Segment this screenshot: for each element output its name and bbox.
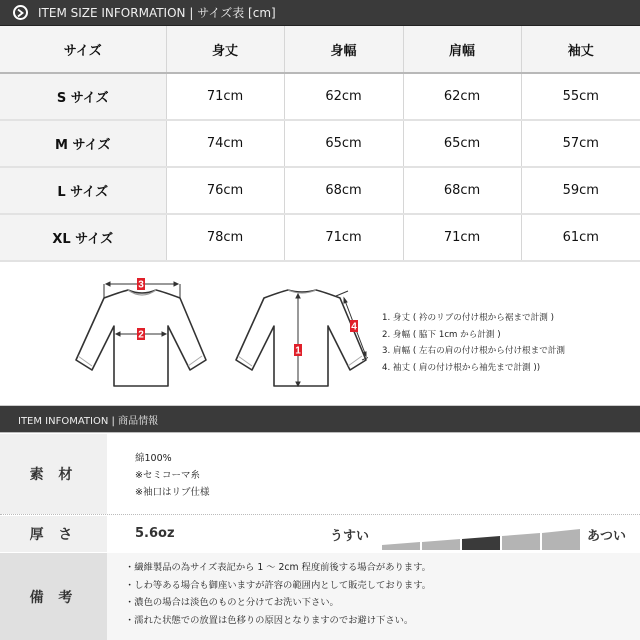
table-cell: 68cm — [403, 167, 521, 214]
table-cell: 62cm — [403, 73, 521, 120]
table-row — [0, 167, 640, 214]
svg-text:2: 2 — [138, 329, 144, 341]
table-row — [0, 214, 640, 261]
table-cell: 65cm — [284, 120, 403, 167]
legend-item: 4. 袖丈 ( 肩の付け根から袖先まで計測 )) — [382, 362, 541, 373]
shirt-diagram-icon — [48, 276, 368, 396]
table-cell: 59cm — [521, 167, 640, 214]
notes-content — [107, 553, 640, 640]
legend-item: 1. 身丈 ( 衿のリブの付け根から裾まで計測 ) — [382, 313, 554, 323]
measurement-legend — [382, 310, 565, 376]
material-label: 素 材 — [0, 434, 107, 514]
size-section-header — [0, 0, 640, 26]
note-line: ・濃色の場合は淡色のものと分けてお洗い下さい。 — [125, 597, 339, 608]
size-section-title: ITEM SIZE INFORMATION | サイズ表 [cm] — [38, 6, 276, 20]
table-cell: 71cm — [284, 214, 403, 261]
info-section-title: ITEM INFOMATION | 商品情報 — [18, 415, 159, 427]
thickness-scale — [382, 528, 582, 550]
table-cell: 74cm — [166, 120, 284, 167]
size-label: M サイズ — [0, 120, 166, 167]
svg-text:4: 4 — [351, 321, 357, 333]
thickness-bar-1 — [382, 542, 420, 550]
table-cell: 65cm — [403, 120, 521, 167]
notes-label: 備 考 — [0, 553, 107, 640]
header-size: サイズ — [0, 26, 166, 73]
table-cell: 68cm — [284, 167, 403, 214]
size-label: XL サイズ — [0, 214, 166, 261]
size-table — [0, 26, 640, 262]
svg-text:1: 1 — [295, 345, 301, 357]
table-cell: 57cm — [521, 120, 640, 167]
material-content — [107, 434, 640, 514]
measurement-markers — [137, 278, 358, 357]
thickness-value: 5.6oz — [135, 526, 175, 541]
thickness-label: 厚 さ — [0, 516, 107, 552]
header-body-length: 身丈 — [166, 26, 284, 73]
material-line: ※袖口はリブ仕様 — [135, 487, 210, 498]
table-cell: 71cm — [166, 73, 284, 120]
legend-item: 2. 身幅 ( 脇下 1cm から計測 ) — [382, 329, 501, 340]
thickness-bar-2 — [422, 539, 460, 550]
thickness-bar-4 — [502, 533, 540, 550]
table-cell: 71cm — [403, 214, 521, 261]
table-row — [0, 73, 640, 120]
chevron-circle-right-icon — [13, 5, 28, 20]
legend-item: 3. 肩幅 ( 左右の肩の付け根から付け根まで計測 — [382, 346, 566, 356]
note-line: ・濡れた状態での放置は色移りの原因となりますのでお避け下さい。 — [125, 614, 414, 626]
header-body-width: 身幅 — [284, 26, 403, 73]
thickness-bar-3-selected — [462, 536, 500, 550]
info-section-header — [0, 405, 640, 433]
table-cell: 78cm — [166, 214, 284, 261]
note-line: ・しわ等ある場合も御座いますが許容の範囲内として販売しております。 — [125, 579, 432, 591]
thickness-bar-5 — [542, 529, 580, 550]
note-line: ・繊維製品の為サイズ表記から 1 ～ 2cm 程度前後する場合があります。 — [125, 562, 431, 573]
thickness-row — [0, 516, 640, 552]
size-label: L サイズ — [0, 167, 166, 214]
material-row — [0, 434, 640, 515]
thickness-content — [107, 516, 640, 552]
svg-text:3: 3 — [138, 279, 144, 291]
header-sleeve-length: 袖丈 — [521, 26, 640, 73]
table-row — [0, 120, 640, 167]
table-cell: 76cm — [166, 167, 284, 214]
size-label: S サイズ — [0, 73, 166, 120]
notes-row — [0, 553, 640, 640]
header-shoulder-width: 肩幅 — [403, 26, 521, 73]
thick-label: あつい — [587, 529, 627, 544]
thin-label: うすい — [330, 529, 370, 544]
table-cell: 55cm — [521, 73, 640, 120]
table-cell: 62cm — [284, 73, 403, 120]
size-table-header-row — [0, 26, 640, 73]
table-cell: 61cm — [521, 214, 640, 261]
material-line: 綿100% — [135, 453, 172, 464]
material-line: ※セミコーマ糸 — [135, 470, 200, 481]
